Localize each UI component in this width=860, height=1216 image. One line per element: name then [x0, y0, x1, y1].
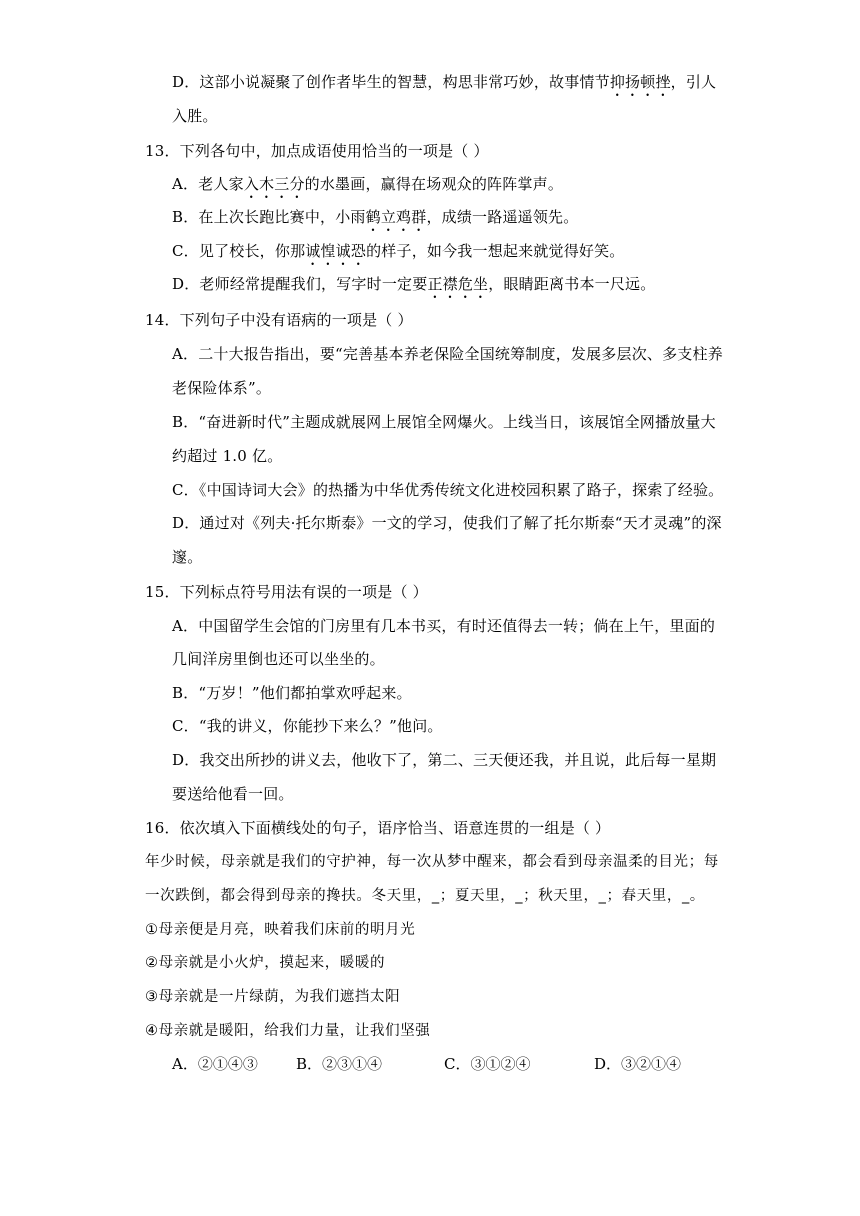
q13-option-d: D．老师经常提醒我们，写字时一定要正襟危坐，眼睛距离书本一尺远。: [172, 275, 656, 293]
q16-passage-line2: 一次跌倒，都会得到母亲的搀扶。冬天里，_；夏天里，_；秋天里，_；春天里，_。: [145, 888, 705, 904]
q14-option-c: C．《中国诗词大会》的热播为中华优秀传统文化进校园积累了路子，探索了经验。: [172, 481, 724, 499]
q14-option-b-line2: 约超过 1.0 亿。: [172, 447, 283, 465]
q16-stem: 16．依次填入下面横线处的句子，语序恰当、语意连贯的一组是（ ）: [145, 819, 611, 837]
q12-option-d-emphasized-idiom: 抑扬顿挫: [609, 73, 671, 91]
q14-option-b-line1: B．“奋进新时代”主题成就展网上展馆全网爆火。上线当日，该展馆全网播放量大: [172, 413, 716, 431]
q15-option-a-line2: 几间洋房里倒也还可以坐坐的。: [172, 650, 385, 668]
q16-passage-line1: 年少时候，母亲就是我们的守护神，每一次从梦中醒来，都会看到母亲温柔的目光；每: [145, 854, 719, 870]
q16-item-2: ②母亲就是小火炉，摸起来，暖暖的: [145, 955, 386, 971]
q13-option-b-emphasized-idiom: 鹤立鸡群: [365, 208, 427, 226]
q13-stem: 13．下列各句中，加点成语使用恰当的一项是（ ）: [145, 142, 489, 160]
q13-option-a: A．老人家入木三分的水墨画，赢得在场观众的阵阵掌声。: [172, 175, 564, 193]
q15-stem: 15．下列标点符号用法有误的一项是（ ）: [145, 583, 428, 601]
q16-item-4: ④母亲就是暖阳，给我们力量，让我们坚强: [145, 1023, 431, 1039]
q16-item-3: ③母亲就是一片绿荫，为我们遮挡太阳: [145, 989, 401, 1005]
q13-option-b: B．在上次长跑比赛中，小雨鹤立鸡群，成绩一路遥遥领先。: [172, 208, 579, 226]
q12-option-d: D．这部小说凝聚了创作者毕生的智慧，构思非常巧妙，故事情节抑扬顿挫，引人: [172, 73, 717, 91]
q16-choice-c: C．③①②④: [444, 1055, 531, 1073]
q12-option-d-continued: 入胜。: [172, 107, 218, 125]
q16-choice-a: A．②①④③: [172, 1055, 258, 1073]
q13-option-d-emphasized-idiom: 正襟危坐: [427, 275, 489, 293]
q14-option-d-line1: D．通过对《列夫·托尔斯泰》一文的学习，使我们了解了托尔斯泰“天才灵魂”的深: [172, 514, 722, 532]
q15-option-b: B．“万岁！”他们都拍掌欢呼起来。: [172, 684, 412, 702]
q15-option-c: C．“我的讲义，你能抄下来么？”他问。: [172, 717, 443, 735]
q16-choice-d: D．③②①④: [594, 1055, 682, 1073]
q14-stem: 14．下列句子中没有语病的一项是（ ）: [145, 311, 413, 329]
q15-option-d-line2: 要送给他看一回。: [172, 785, 294, 803]
q16-item-1: ①母亲便是月亮，映着我们床前的明月光: [145, 922, 416, 938]
q15-option-a-line1: A．中国留学生会馆的门房里有几本书买，有时还值得去一转；倘在上午，里面的: [172, 617, 716, 635]
q14-option-a-line1: A．二十大报告指出，要“完善基本养老保险全国统筹制度，发展多层次、多支柱养: [172, 345, 723, 363]
q16-choice-b: B．②③①④: [296, 1055, 383, 1073]
q13-option-c-emphasized-idiom: 诚惶诚恐: [305, 242, 367, 260]
q13-option-c: C．见了校长，你那诚惶诚恐的样子，如今我一想起来就觉得好笑。: [172, 242, 625, 260]
q13-option-a-emphasized-idiom: 入木三分: [243, 175, 305, 193]
q14-option-a-line2: 老保险体系”。: [172, 379, 272, 397]
q15-option-d-line1: D．我交出所抄的讲义去，他收下了，第二、三天便还我，并且说，此后每一星期: [172, 751, 717, 769]
q14-option-d-line2: 邃。: [172, 548, 203, 566]
